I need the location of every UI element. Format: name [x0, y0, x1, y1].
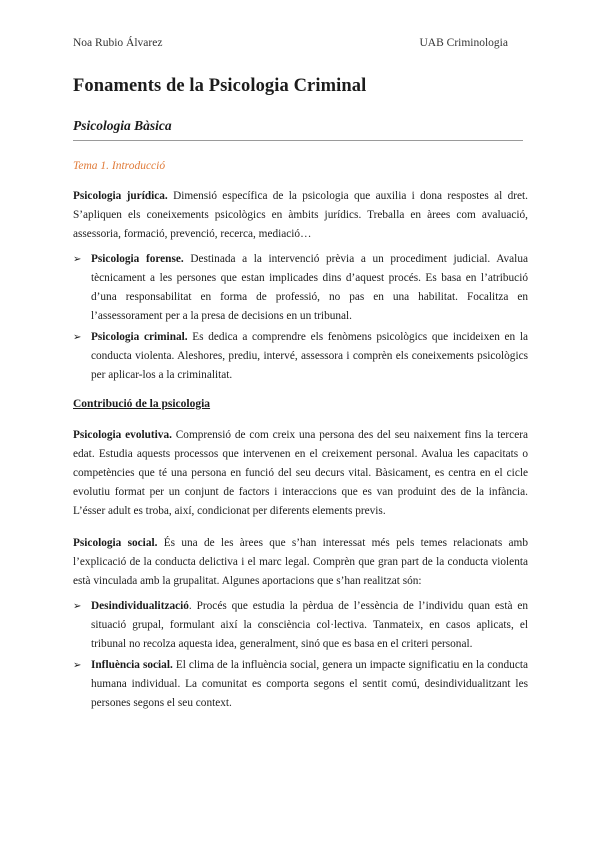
- term: Influència social.: [91, 659, 173, 671]
- term: Psicologia criminal.: [91, 331, 188, 343]
- definition: Es dedica a comprendre els fenòmens psicològics que incideixen en la conducta violenta. Aleshores, prediu, intervé, assessora i comprèn els coneixements psicològics per aplicar-los a la criminalitat.: [91, 331, 528, 381]
- arrow-bullet-icon: ➢: [73, 332, 82, 343]
- list-item: [73, 250, 528, 326]
- list-item: [73, 656, 528, 713]
- definition: Comprensió de com creix una persona des del seu naixement fins la tercera edat. Estudia aquests processos que intervenen en el creixement personal. Avalua les capacitats o competències que té una persona en funció del seu decurs vital. Bàsicament, es centra en el cicle evolutiu format per un conjunt de factors i interaccions que es van produint des de la infància. L’ésser adult es troba, així, condicionat per diferents elements previs.: [73, 429, 528, 517]
- document-title: Fonaments de la Psicologia Criminal: [73, 76, 367, 96]
- arrow-bullet-icon: ➢: [73, 254, 82, 265]
- term: Psicologia jurídica.: [73, 190, 168, 202]
- term: Psicologia evolutiva.: [73, 429, 172, 441]
- section-heading-contribucio: Contribució de la psicologia: [73, 398, 211, 410]
- subtitle-divider: [73, 140, 523, 141]
- document-body: [73, 72, 528, 713]
- arrow-bullet-icon: ➢: [73, 660, 82, 671]
- bullet-list-contributions: [73, 597, 528, 713]
- list-item: [73, 597, 528, 654]
- paragraph-psicologia-juridica: [73, 187, 528, 244]
- list-item: [73, 328, 528, 385]
- definition: El clima de la influència social, genera un impacte significatiu en la conducta humana individual. La comunitat es comporta segons el sentit comú, desindividualitzant les persones segons el seu context.: [91, 659, 528, 709]
- term: Psicologia social.: [73, 537, 158, 549]
- definition: . Procés que estudia la pèrdua de l’essència de l’individu quan està en situació grupal, formulant així la consciència col·lectiva. Tanmateix, en casos aplicats, el tribunal no recolza aquesta idea, generalment, sinó que es basa en el criteri personal.: [91, 600, 528, 650]
- term: Psicologia forense.: [91, 253, 184, 265]
- definition: Destinada a la intervenció prèvia a un procediment judicial. Avalua tècnicament a les persones que estan implicades dins d’aquest procés. Es basa en l’atribució d’una responsabilitat en forma de professió, no pas en una habilitat. Focalitza en l’assessorament per a la presa de decisions en un tribunal.: [91, 253, 528, 322]
- definition: És una de les àrees que s’han interessat més pels temes relacionats amb l’explicació de la conducta delictiva i el marc legal. Comprèn que gran part de la conducta violenta està vinculada amb la grupalitat. Algunes aportacions que s’han realitzat són:: [73, 537, 528, 587]
- arrow-bullet-icon: ➢: [73, 601, 82, 612]
- header-institution: UAB Criminologia: [419, 37, 508, 49]
- term: Desindividualització: [91, 600, 189, 612]
- paragraph-psicologia-evolutiva: [73, 426, 528, 521]
- topic-heading: Tema 1. Introducció: [73, 160, 166, 172]
- bullet-list-branches: [73, 250, 528, 385]
- document-subtitle: Psicologia Bàsica: [73, 118, 172, 133]
- paragraph-psicologia-social: [73, 534, 528, 591]
- definition: Dimensió específica de la psicologia que auxilia i dona respostes al dret. S’apliquen els coneixements psicològics en àmbits jurídics. Treballa en àrees com avaluació, assessoria, formació, prevenció, recerca, mediació…: [73, 190, 528, 240]
- header-author: Noa Rubio Álvarez: [73, 37, 163, 49]
